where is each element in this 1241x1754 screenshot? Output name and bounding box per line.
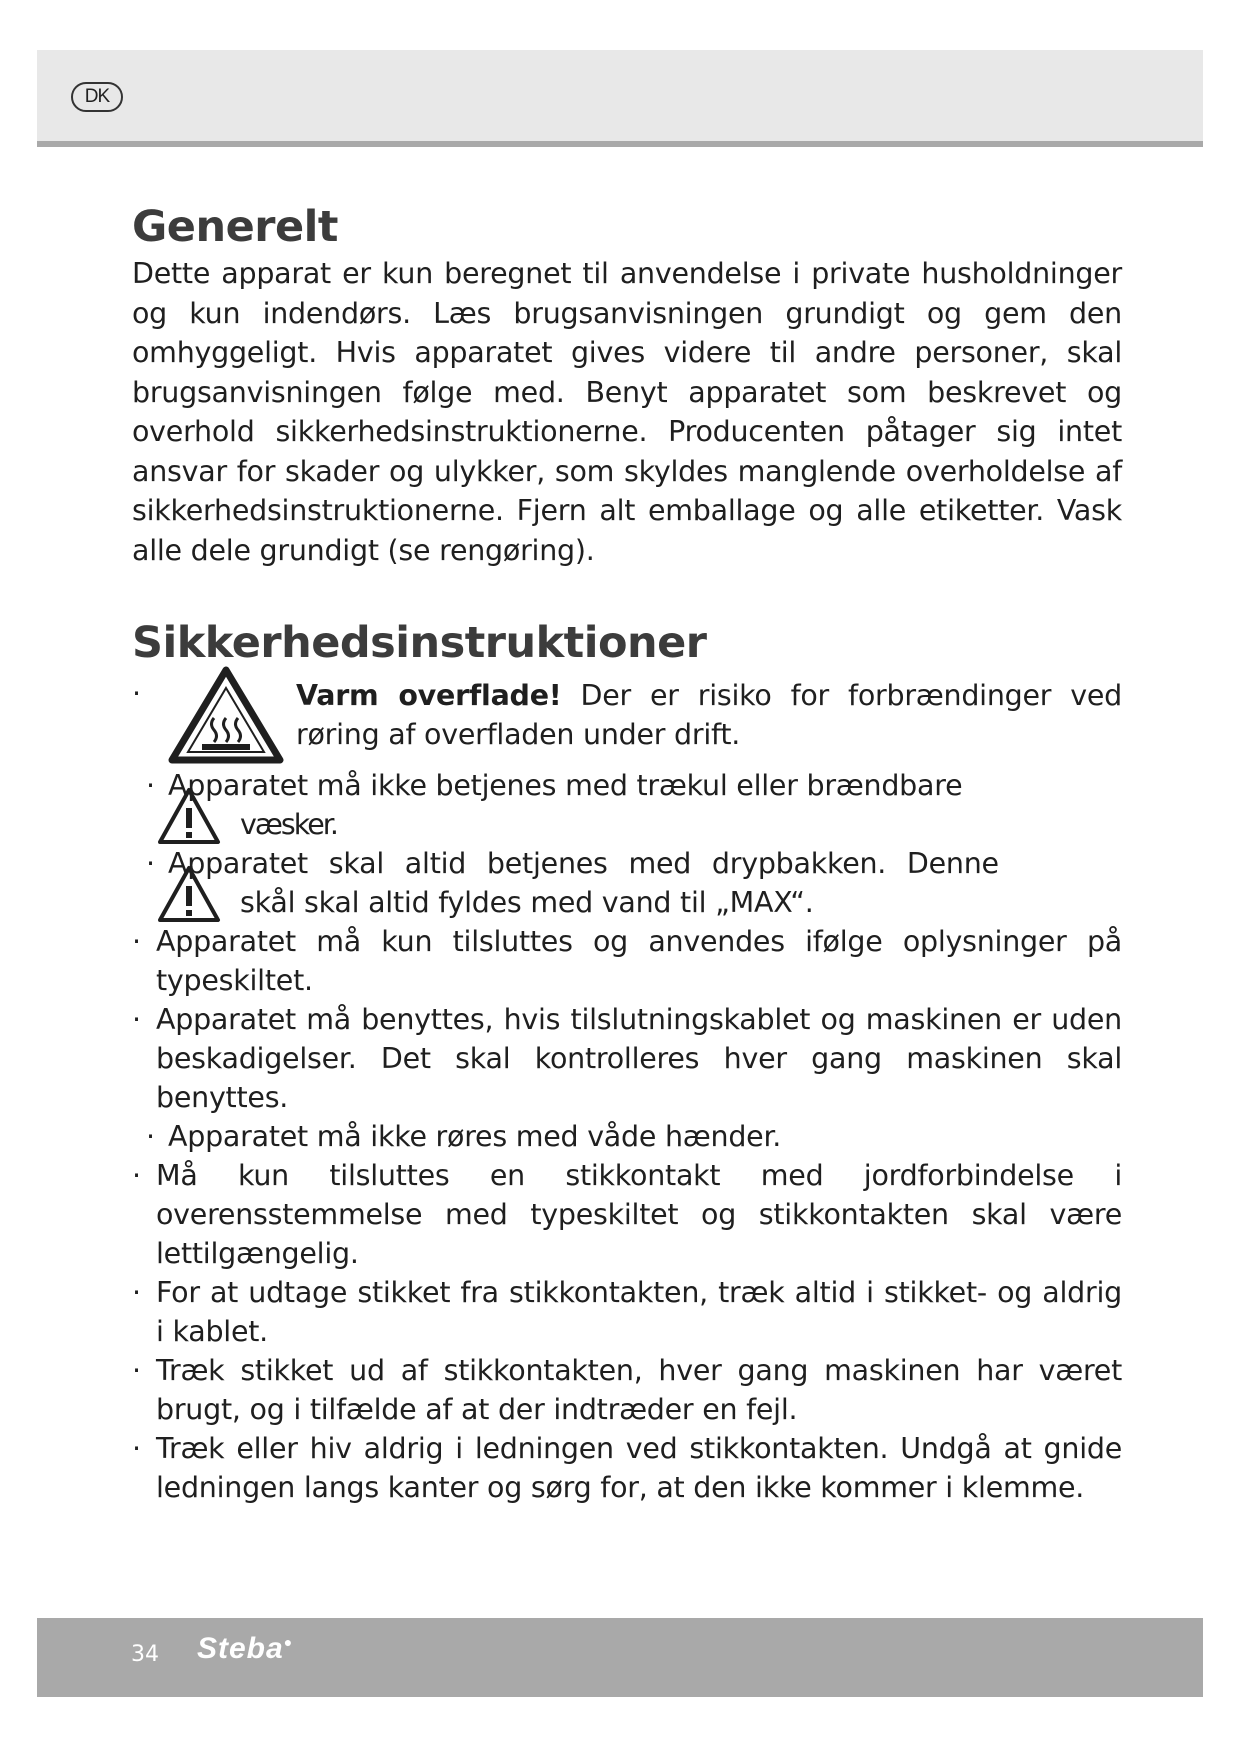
section-title-safety: Sikkerhedsinstruktioner bbox=[132, 618, 707, 668]
drip-tray-warning-line1: Apparatet skal altid betjenes med drypbakken. Denne bbox=[168, 847, 999, 880]
list-item-text: Træk eller hiv aldrig i ledningen ved stikkontakten. Undgå at gnide ledningen langs kanter og sørg for, at den ikke kommer i klemme. bbox=[156, 1432, 1122, 1504]
list-item-text: For at udtage stikket fra stikkontakten, træk altid i stikket- og aldrig i kablet. bbox=[156, 1276, 1122, 1348]
list-item-wet-hands bbox=[132, 1117, 1122, 1156]
charcoal-warning-line2: væsker. bbox=[240, 808, 337, 841]
list-item-text: Apparatet må ikke røres med våde hænder. bbox=[168, 1120, 782, 1153]
safety-list bbox=[132, 674, 1122, 1507]
hot-surface-warning-icon bbox=[168, 666, 284, 766]
page-number: 34 bbox=[131, 1642, 159, 1667]
bullet: · bbox=[132, 1159, 141, 1192]
list-item-text: Træk stikket ud af stikkontakten, hver gang maskinen har været brugt, og i tilfælde af at der indtræder en fejl. bbox=[156, 1354, 1122, 1426]
list-item-text: Apparatet må benyttes, hvis tilslutningskablet og maskinen er uden beskadigelser. Det skal kontrolleres hver gang maskinen skal benyttes. bbox=[156, 1003, 1122, 1114]
bullet: · bbox=[132, 925, 141, 958]
general-paragraph: Dette apparat er kun beregnet til anvendelse i private husholdninger og kun indendørs. Læs brugsanvisningen grundigt og gem den omhyggeligt. Hvis apparatet gives videre til andre personer, skal brugsanvisningen følge med. Benyt apparatet som beskrevet og overhold sikkerhedsinstruktionerne. Producenten påtager sig intet ansvar for skader og ulykker, som skyldes manglende overholdelse af sikkerhedsinstruktionerne. Fjern alt emballage og alle etiketter. Vask alle dele grundigt (se rengøring). bbox=[132, 257, 1122, 567]
brand-logo bbox=[197, 1632, 293, 1666]
footer-band bbox=[37, 1618, 1203, 1697]
list-item bbox=[132, 1273, 1122, 1351]
language-badge: DK bbox=[71, 82, 123, 112]
registered-mark-icon: ● bbox=[283, 1634, 294, 1650]
brand-name: Steba bbox=[197, 1632, 284, 1665]
page-content bbox=[132, 202, 1122, 1507]
list-item bbox=[132, 1429, 1122, 1507]
bullet: · bbox=[146, 1120, 155, 1153]
section-title-general: Generelt bbox=[132, 202, 338, 252]
warning-triangle-icon bbox=[156, 864, 222, 924]
hot-surface-label: Varm overflade! bbox=[296, 679, 562, 712]
bullet: · bbox=[132, 677, 141, 710]
hot-surface-text bbox=[296, 674, 1122, 754]
bullet: · bbox=[132, 1432, 141, 1465]
bullet: · bbox=[146, 847, 155, 880]
list-item-text: Må kun tilsluttes en stikkontakt med jordforbindelse i overensstemmelse med typeskiltet og stikkontakten skal være lettilgængelig. bbox=[156, 1159, 1122, 1270]
drip-tray-warning-line2: skål skal altid fyldes med vand til „MAX“. bbox=[240, 886, 814, 919]
list-item-drip-tray-warning bbox=[132, 844, 1122, 922]
warning-triangle-icon bbox=[156, 786, 222, 846]
list-item-hot-surface bbox=[132, 674, 1122, 766]
list-item bbox=[132, 1156, 1122, 1273]
charcoal-warning-line1: Apparatet må ikke betjenes med trækul eller brændbare bbox=[168, 769, 963, 802]
bullet: · bbox=[132, 1354, 141, 1387]
bullet: · bbox=[146, 769, 155, 802]
header-band bbox=[37, 50, 1203, 147]
list-item-charcoal-warning bbox=[132, 766, 1122, 844]
bullet: · bbox=[132, 1003, 141, 1036]
list-item bbox=[132, 1351, 1122, 1429]
list-item bbox=[132, 1000, 1122, 1117]
bullet: · bbox=[132, 1276, 141, 1309]
list-item bbox=[132, 922, 1122, 1000]
hot-surface-description: Der er risiko for forbrændinger ved røring af overfladen under drift. bbox=[296, 679, 1122, 751]
list-item-text: Apparatet må kun tilsluttes og anvendes ifølge oplysninger på typeskiltet. bbox=[156, 925, 1122, 997]
